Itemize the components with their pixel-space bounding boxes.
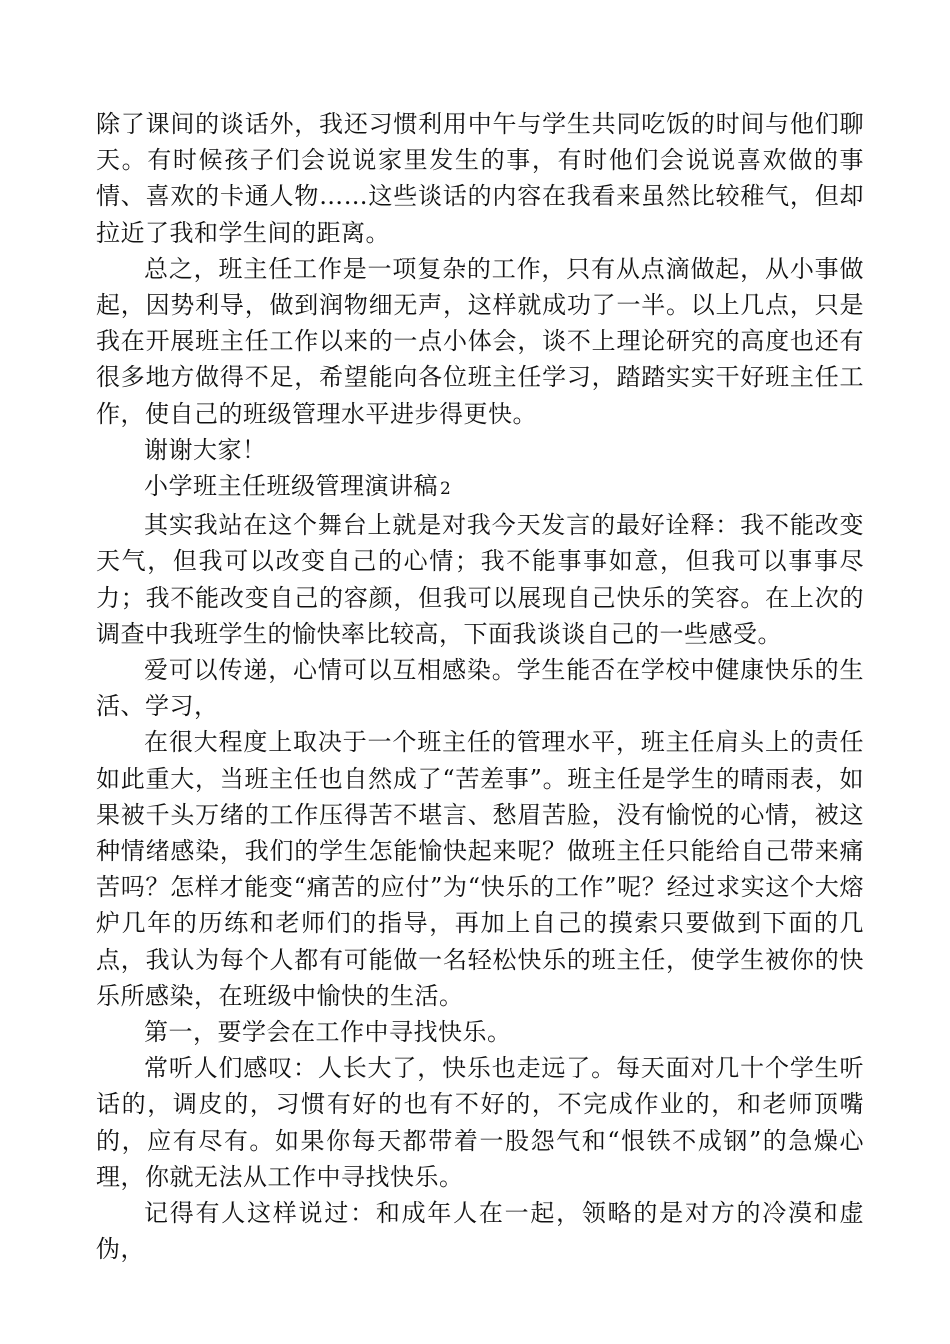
section-heading-title: 小学班主任班级管理演讲稿 [144, 472, 438, 501]
paragraph-2: 总之，班主任工作是一项复杂的工作，只有从点滴做起，从小事做起，因势利导，做到润物细无声，这样就成功了一半。以上几点，只是我在开展班主任工作以来的一点小体会，谈不上理论研究的高度也还有很多地方做得不足，希望能向各位班主任学习，踏踏实实干好班主任工作，使自己的班级管理水平进步得更快。 [96, 254, 864, 428]
paragraph-1: 除了课间的谈话外，我还习惯利用中午与学生共同吃饭的时间与他们聊天。有时候孩子们会说说家里发生的事，有时他们会说说喜欢做的事情、喜欢的卡通人物……这些谈话的内容在我看来虽然比较稚气，但却拉近了我和学生间的距离。 [96, 110, 864, 247]
paragraph-5: 在很大程度上取决于一个班主任的管理水平，班主任肩头上的责任如此重大，当班主任也自然成了“苦差事”。班主任是学生的晴雨表，如果被千头万绪的工作压得苦不堪言、愁眉苦脸，没有愉悦的心情，被这种情绪感染，我们的学生怎能愉快起来呢？做班主任只能给自己带来痛苦吗？怎样才能变“痛苦的应付”为“快乐的工作”呢？经过求实这个大熔炉几年的历练和老师们的指导，再加上自己的摸索只要做到下面的几点，我认为每个人都有可能做一名轻松快乐的班主任，使学生被你的快乐所感染，在班级中愉快的生活。 [96, 728, 864, 1010]
paragraph-6: 第一，要学会在工作中寻找快乐。 [144, 1018, 512, 1047]
document-page [96, 106, 864, 1268]
paragraph-4: 爱可以传递，心情可以互相感染。学生能否在学校中健康快乐的生活、学习， [96, 656, 864, 721]
section-heading [96, 468, 864, 507]
paragraph-thanks: 谢谢大家！ [144, 435, 267, 464]
section-heading-number: 2 [440, 479, 452, 500]
paragraph-3: 其实我站在这个舞台上就是对我今天发言的最好诠释：我不能改变天气，但我可以改变自己的心情；我不能事事如意，但我可以事事尽力；我不能改变自己的容颜，但我可以展现自己快乐的笑容。在上次的调查中我班学生的愉快率比较高，下面我谈谈自己的一些感受。 [96, 511, 864, 648]
paragraph-8: 记得有人这样说过：和成年人在一起，领略的是对方的冷漠和虚伪， [96, 1199, 864, 1264]
paragraph-7: 常听人们感叹：人长大了，快乐也走远了。每天面对几十个学生听话的，调皮的，习惯有好的也有不好的，不完成作业的，和老师顶嘴的，应有尽有。如果你每天都带着一股怨气和“恨铁不成钢”的急燥心理，你就无法从工作中寻找快乐。 [96, 1054, 864, 1191]
